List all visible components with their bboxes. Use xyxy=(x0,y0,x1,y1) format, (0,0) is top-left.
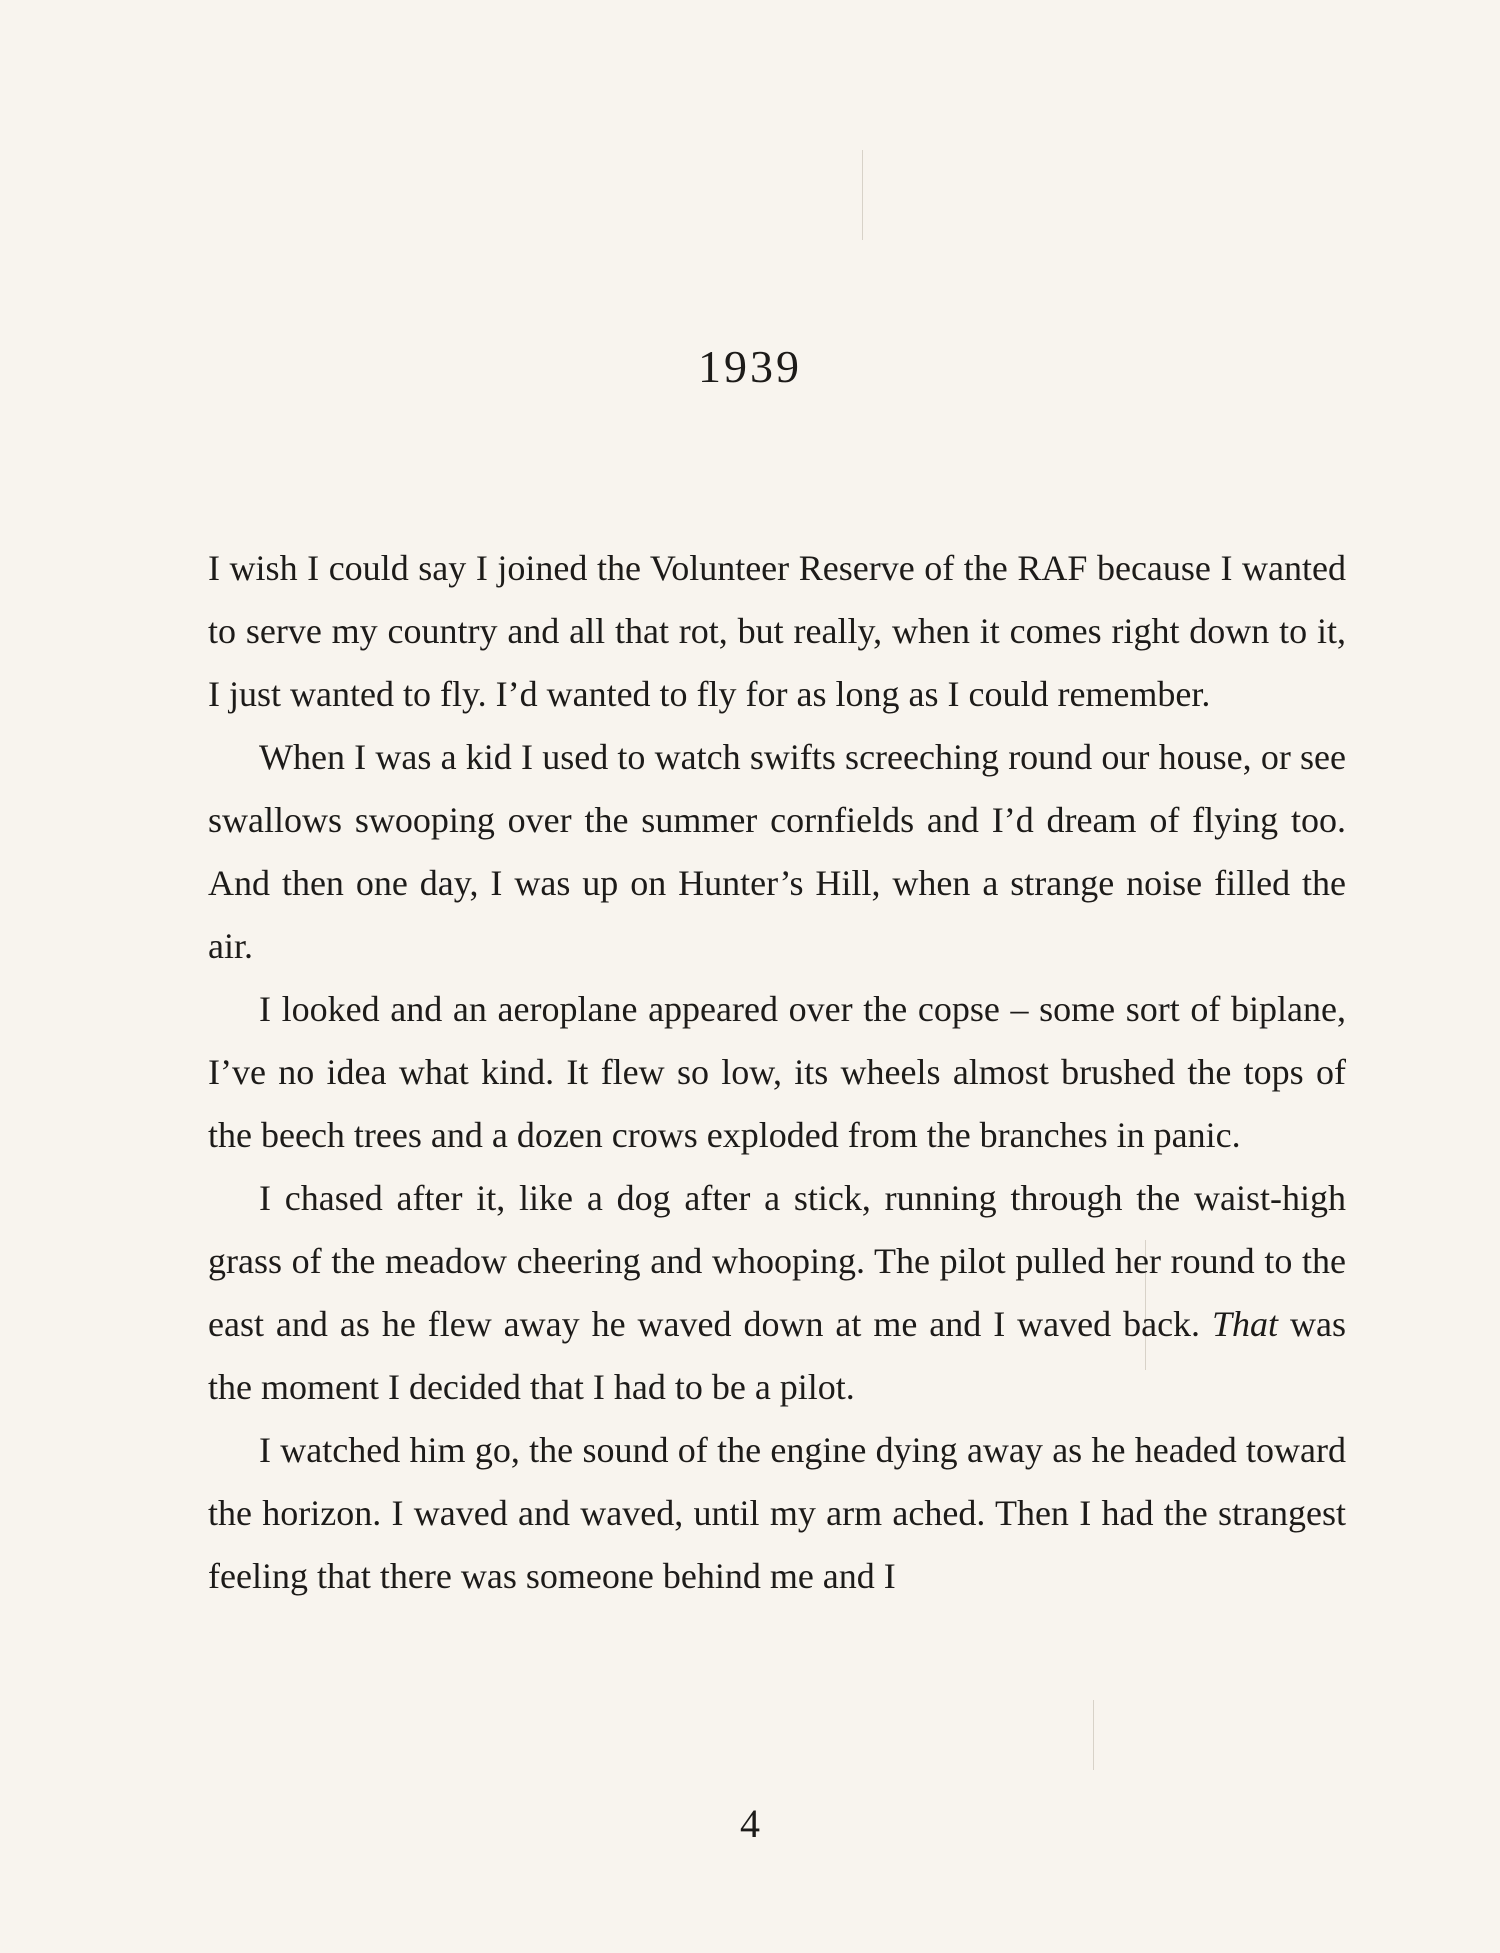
paragraph-4-text-start: I chased after it, like a dog after a stick, running through the waist-high grass of the meadow cheering and whooping. The pilot pulled her round to the east and as he flew away he waved down at me and I waved back. xyxy=(208,1178,1346,1344)
paragraph-5: I watched him go, the sound of the engine dying away as he headed toward the horizon. I waved and waved, until my arm ached. Then I had the strangest feeling that there was someone behind me and I xyxy=(208,1430,1346,1596)
paragraph-1: I wish I could say I joined the Volunteer Reserve of the RAF because I wanted to serve my country and all that rot, but really, when it comes right down to it, I just wanted to fly. I’d wanted to fly for as long as I could remember. xyxy=(208,548,1346,714)
scan-artifact-line xyxy=(1093,1700,1094,1770)
chapter-body xyxy=(208,537,1346,1608)
paragraph-3: I looked and an aeroplane appeared over the copse – some sort of biplane, I’ve no idea what kind. It flew so low, its wheels almost brushed the tops of the beech trees and a dozen crows exploded from the branches in panic. xyxy=(208,989,1346,1155)
paragraph-4 xyxy=(208,1167,1346,1419)
scan-artifact-line xyxy=(862,150,863,240)
page-number: 4 xyxy=(740,1801,760,1846)
chapter-heading: 1939 xyxy=(698,341,802,392)
paragraph-4-text-end: was the moment I decided that I had to be a pilot. xyxy=(208,1304,1346,1407)
paragraph-2: When I was a kid I used to watch swifts screeching round our house, or see swallows swooping over the summer cornfields and I’d dream of flying too. And then one day, I was up on Hunter’s Hill, when a strange noise filled the air. xyxy=(208,737,1346,966)
paragraph-4-emphasis: That xyxy=(1212,1304,1279,1344)
